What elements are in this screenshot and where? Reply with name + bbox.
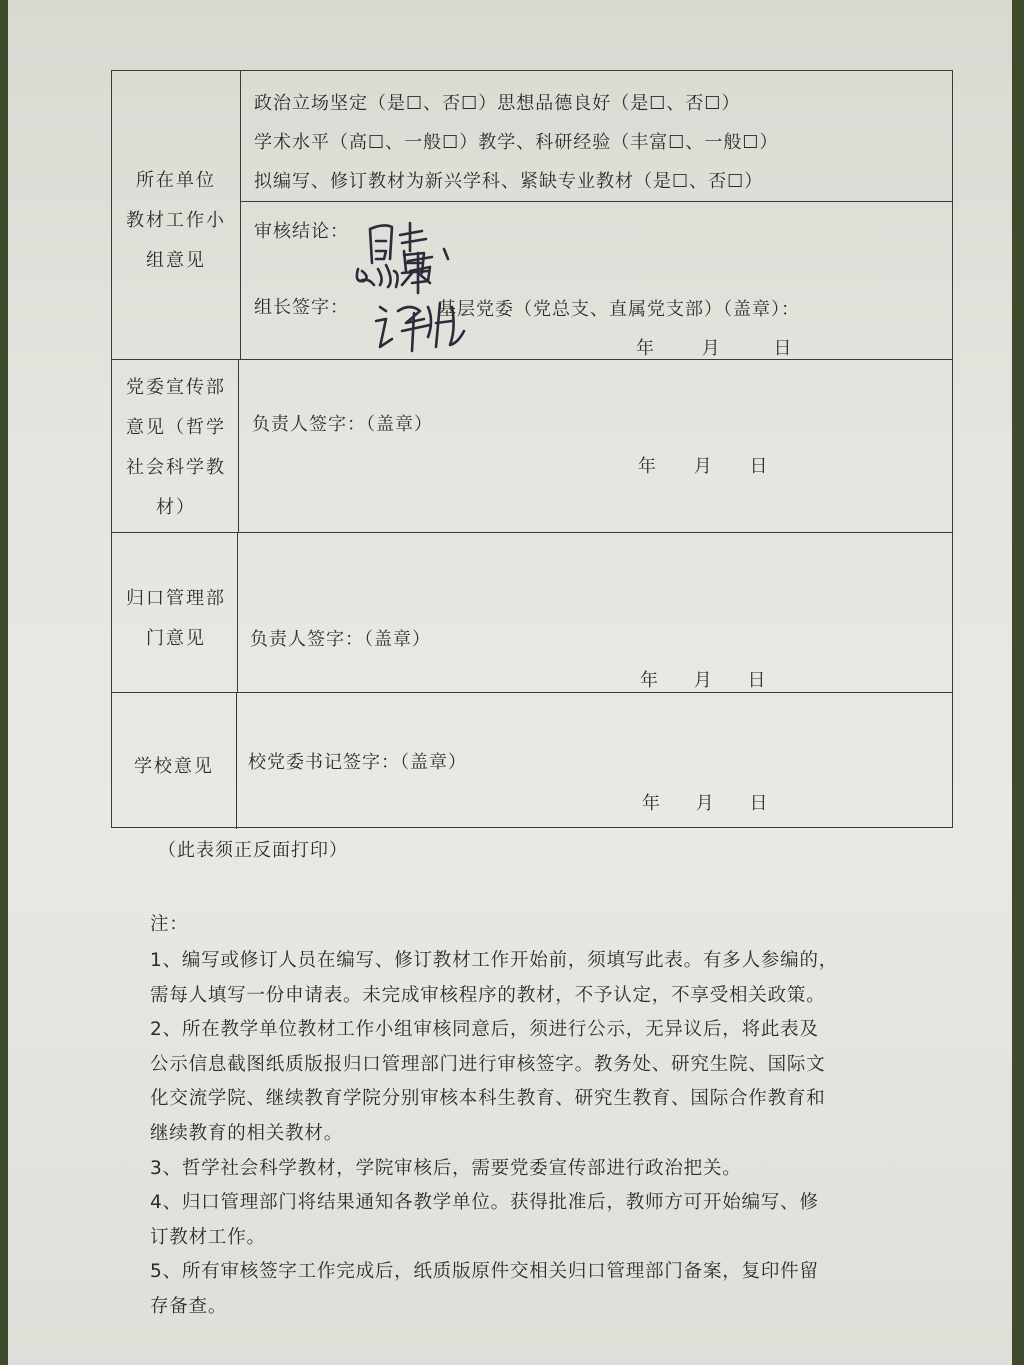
notes-list bbox=[150, 944, 838, 1325]
note-line: 3、哲学社会科学教材，学院审核后，需要党委宣传部进行政治把关。 bbox=[150, 1157, 742, 1179]
row-label-line: 党委宣传部 bbox=[126, 377, 226, 398]
leader-sign-label: 组长签字： bbox=[254, 297, 349, 318]
row-school-opinion bbox=[112, 693, 952, 829]
criteria-cell bbox=[240, 71, 952, 202]
date-year: 年 bbox=[638, 456, 656, 477]
note-line: 化交流学院、继续教育学院分别审核本科生教育、研究生教育、国际合作教育和 bbox=[150, 1088, 826, 1110]
conclusion-label: 审核结论： bbox=[254, 221, 349, 242]
row-label-line: 所在单位 bbox=[136, 170, 216, 191]
note-line: 4、归口管理部门将结果通知各教学单位。获得批准后，教师方可开始编写、修 bbox=[150, 1192, 819, 1214]
notes-title: 注： bbox=[150, 914, 189, 935]
row-label-management bbox=[112, 579, 240, 659]
propaganda-sign-label: 负责人签字：（盖章） bbox=[252, 414, 433, 435]
school-sign-label: 校党委书记签字：（盖章） bbox=[248, 752, 467, 773]
date-day: 日 bbox=[749, 456, 768, 477]
note-line: 5、所有审核签字工作完成后，纸质版原件交相关归口管理部门备案，复印件留 bbox=[150, 1261, 819, 1283]
row-label-line: 学校意见 bbox=[134, 756, 214, 777]
date-line-management bbox=[640, 666, 765, 692]
date-month: 月 bbox=[693, 670, 712, 691]
column-divider bbox=[238, 360, 239, 532]
review-form-table bbox=[111, 70, 953, 828]
row-label-line: 教材工作小 bbox=[126, 210, 226, 231]
date-year: 年 bbox=[636, 338, 654, 359]
criteria-academic: 学术水平（高☐、一般☐）教学、科研经验（丰富☐、一般☐） bbox=[254, 132, 779, 153]
row-label-school bbox=[112, 747, 236, 787]
row-label-line: 意见（哲学 bbox=[126, 417, 226, 438]
row-unit-opinion bbox=[112, 71, 952, 360]
date-line-propaganda bbox=[638, 452, 767, 478]
party-committee-label: 基层党委（党总支、直属党支部）（盖章）： bbox=[438, 299, 800, 320]
print-note: （此表须正反面打印） bbox=[158, 840, 348, 861]
note-line: 继续教育的相关教材。 bbox=[150, 1122, 344, 1144]
note-line: 2、所在教学单位教材工作小组审核同意后，须进行公示，无异议后，将此表及 bbox=[150, 1019, 819, 1041]
note-line: 需每人填写一份申请表。未完成审核程序的教材，不予认定，不享受相关政策。 bbox=[150, 984, 826, 1006]
date-month: 月 bbox=[693, 456, 712, 477]
row-label-unit bbox=[112, 161, 240, 281]
row-label-line: 门意见 bbox=[146, 628, 206, 649]
handwritten-approval-signature bbox=[340, 211, 490, 371]
date-year: 年 bbox=[642, 793, 660, 814]
row-label-line: 归口管理部 bbox=[126, 588, 226, 609]
date-month: 月 bbox=[701, 338, 720, 359]
date-day: 日 bbox=[773, 338, 792, 359]
date-line-unit bbox=[636, 334, 791, 360]
row-management-opinion bbox=[112, 533, 952, 693]
paper-sheet bbox=[8, 0, 1012, 1365]
row-label-propaganda bbox=[112, 368, 240, 528]
row-label-line: 材） bbox=[156, 497, 196, 518]
note-line: 公示信息截图纸质版报归口管理部门进行审核签字。教务处、研究生院、国际文 bbox=[150, 1053, 826, 1075]
date-day: 日 bbox=[749, 793, 768, 814]
column-divider bbox=[236, 693, 237, 829]
row-propaganda-opinion bbox=[112, 360, 952, 533]
note-line: 1、编写或修订人员在编写、修订教材工作开始前，须填写此表。有多人参编的， bbox=[150, 950, 839, 971]
date-year: 年 bbox=[640, 670, 658, 691]
date-month: 月 bbox=[695, 793, 714, 814]
row-label-line: 社会科学教 bbox=[126, 457, 226, 478]
note-line: 订教材工作。 bbox=[150, 1226, 266, 1248]
column-divider bbox=[237, 533, 238, 692]
criteria-political: 政治立场坚定（是☐、否☐）思想品德良好（是☐、否☐） bbox=[254, 93, 741, 114]
date-day: 日 bbox=[747, 670, 766, 691]
criteria-emerging-discipline: 拟编写、修订教材为新兴学科、紧缺专业教材（是☐、否☐） bbox=[254, 171, 764, 192]
management-sign-label: 负责人签字：（盖章） bbox=[250, 629, 431, 650]
row-label-line: 组意见 bbox=[146, 250, 206, 271]
note-line: 存备查。 bbox=[150, 1295, 228, 1317]
date-line-school bbox=[642, 789, 767, 815]
